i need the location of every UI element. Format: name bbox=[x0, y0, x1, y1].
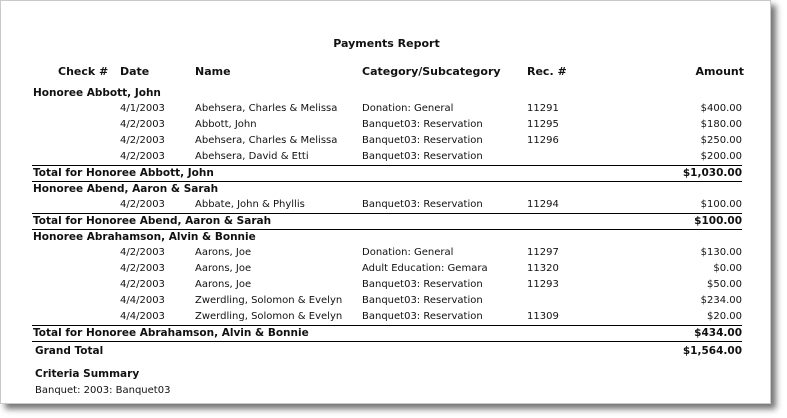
cell-category: Banquet03: Reservation bbox=[362, 151, 483, 162]
table-row bbox=[1, 117, 771, 133]
col-header-amount: Amount bbox=[695, 65, 744, 78]
cell-name: Zwerdling, Solomon & Evelyn bbox=[195, 311, 343, 322]
col-header-name: Name bbox=[195, 65, 231, 78]
cell-name: Abehsera, Charles & Melissa bbox=[195, 103, 338, 114]
group-header-row bbox=[1, 229, 771, 245]
criteria-summary-title: Criteria Summary bbox=[35, 368, 140, 380]
cell-name: Aarons, Joe bbox=[195, 263, 252, 274]
cell-category: Banquet03: Reservation bbox=[362, 119, 483, 130]
divider-line bbox=[32, 341, 742, 342]
group-title: Honoree Abrahamson, Alvin & Bonnie bbox=[33, 231, 256, 243]
cell-name: Abbate, John & Phyllis bbox=[195, 199, 305, 210]
group-total-amount: $1,030.00 bbox=[682, 167, 742, 179]
cell-rec: 11309 bbox=[527, 311, 559, 322]
cell-rec: 11297 bbox=[527, 247, 559, 258]
cell-name: Aarons, Joe bbox=[195, 247, 252, 258]
cell-amount: $250.00 bbox=[700, 135, 742, 146]
col-header-category: Category/Subcategory bbox=[362, 65, 501, 78]
group-total-amount: $100.00 bbox=[694, 215, 742, 227]
cell-rec: 11320 bbox=[527, 263, 559, 274]
cell-date: 4/2/2003 bbox=[120, 119, 165, 130]
group-total-row bbox=[1, 213, 771, 229]
cell-date: 4/2/2003 bbox=[120, 247, 165, 258]
cell-amount: $50.00 bbox=[707, 279, 742, 290]
cell-rec: 11294 bbox=[527, 199, 559, 210]
table-row bbox=[1, 309, 771, 325]
col-header-date: Date bbox=[120, 65, 150, 78]
table-row bbox=[1, 277, 771, 293]
cell-amount: $100.00 bbox=[700, 199, 742, 210]
cell-name: Aarons, Joe bbox=[195, 279, 252, 290]
group-total-row bbox=[1, 325, 771, 341]
cell-rec: 11293 bbox=[527, 279, 559, 290]
group-total-row bbox=[1, 165, 771, 181]
col-header-rec: Rec. # bbox=[527, 65, 567, 78]
cell-date: 4/2/2003 bbox=[120, 279, 165, 290]
cell-name: Abbott, John bbox=[195, 119, 257, 130]
table-row bbox=[1, 101, 771, 117]
cell-category: Banquet03: Reservation bbox=[362, 199, 483, 210]
cell-category: Adult Education: Gemara bbox=[362, 263, 488, 274]
table-row bbox=[1, 149, 771, 165]
group-total-label: Total for Honoree Abrahamson, Alvin & Bonnie bbox=[33, 327, 309, 339]
grand-total-label: Grand Total bbox=[35, 345, 104, 357]
table-row bbox=[1, 133, 771, 149]
col-header-check: Check # bbox=[58, 65, 109, 78]
cell-date: 4/4/2003 bbox=[120, 295, 165, 306]
cell-rec: 11296 bbox=[527, 135, 559, 146]
cell-date: 4/2/2003 bbox=[120, 151, 165, 162]
group-header-row bbox=[1, 85, 771, 101]
cell-category: Banquet03: Reservation bbox=[362, 311, 483, 322]
cell-amount: $200.00 bbox=[700, 151, 742, 162]
cell-date: 4/2/2003 bbox=[120, 135, 165, 146]
cell-rec: 11295 bbox=[527, 119, 559, 130]
cell-category: Banquet03: Reservation bbox=[362, 135, 483, 146]
criteria-summary-text: Banquet: 2003: Banquet03 bbox=[35, 385, 171, 396]
table-row bbox=[1, 261, 771, 277]
cell-amount: $20.00 bbox=[707, 311, 742, 322]
cell-name: Abehsera, Charles & Melissa bbox=[195, 135, 338, 146]
table-row bbox=[1, 293, 771, 309]
cell-date: 4/4/2003 bbox=[120, 311, 165, 322]
group-title: Honoree Abend, Aaron & Sarah bbox=[33, 183, 219, 195]
table-row bbox=[1, 197, 771, 213]
cell-name: Zwerdling, Solomon & Evelyn bbox=[195, 295, 343, 306]
cell-category: Donation: General bbox=[362, 103, 454, 114]
cell-rec: 11291 bbox=[527, 103, 559, 114]
grand-total-row bbox=[1, 343, 771, 359]
cell-date: 4/2/2003 bbox=[120, 263, 165, 274]
cell-amount: $234.00 bbox=[700, 295, 742, 306]
grand-total-amount: $1,564.00 bbox=[682, 345, 742, 357]
cell-date: 4/1/2003 bbox=[120, 103, 165, 114]
cell-amount: $180.00 bbox=[700, 119, 742, 130]
group-header-row bbox=[1, 181, 771, 197]
group-title: Honoree Abbott, John bbox=[33, 87, 161, 99]
group-total-label: Total for Honoree Abbott, John bbox=[33, 167, 214, 179]
report-title: Payments Report bbox=[333, 37, 440, 50]
cell-amount: $400.00 bbox=[700, 103, 742, 114]
group-total-amount: $434.00 bbox=[694, 327, 742, 339]
cell-name: Abehsera, David & Etti bbox=[195, 151, 309, 162]
group-total-label: Total for Honoree Abend, Aaron & Sarah bbox=[33, 215, 272, 227]
cell-amount: $0.00 bbox=[713, 263, 742, 274]
cell-category: Donation: General bbox=[362, 247, 454, 258]
cell-category: Banquet03: Reservation bbox=[362, 279, 483, 290]
table-row bbox=[1, 245, 771, 261]
cell-amount: $130.00 bbox=[700, 247, 742, 258]
cell-category: Banquet03: Reservation bbox=[362, 295, 483, 306]
cell-date: 4/2/2003 bbox=[120, 199, 165, 210]
